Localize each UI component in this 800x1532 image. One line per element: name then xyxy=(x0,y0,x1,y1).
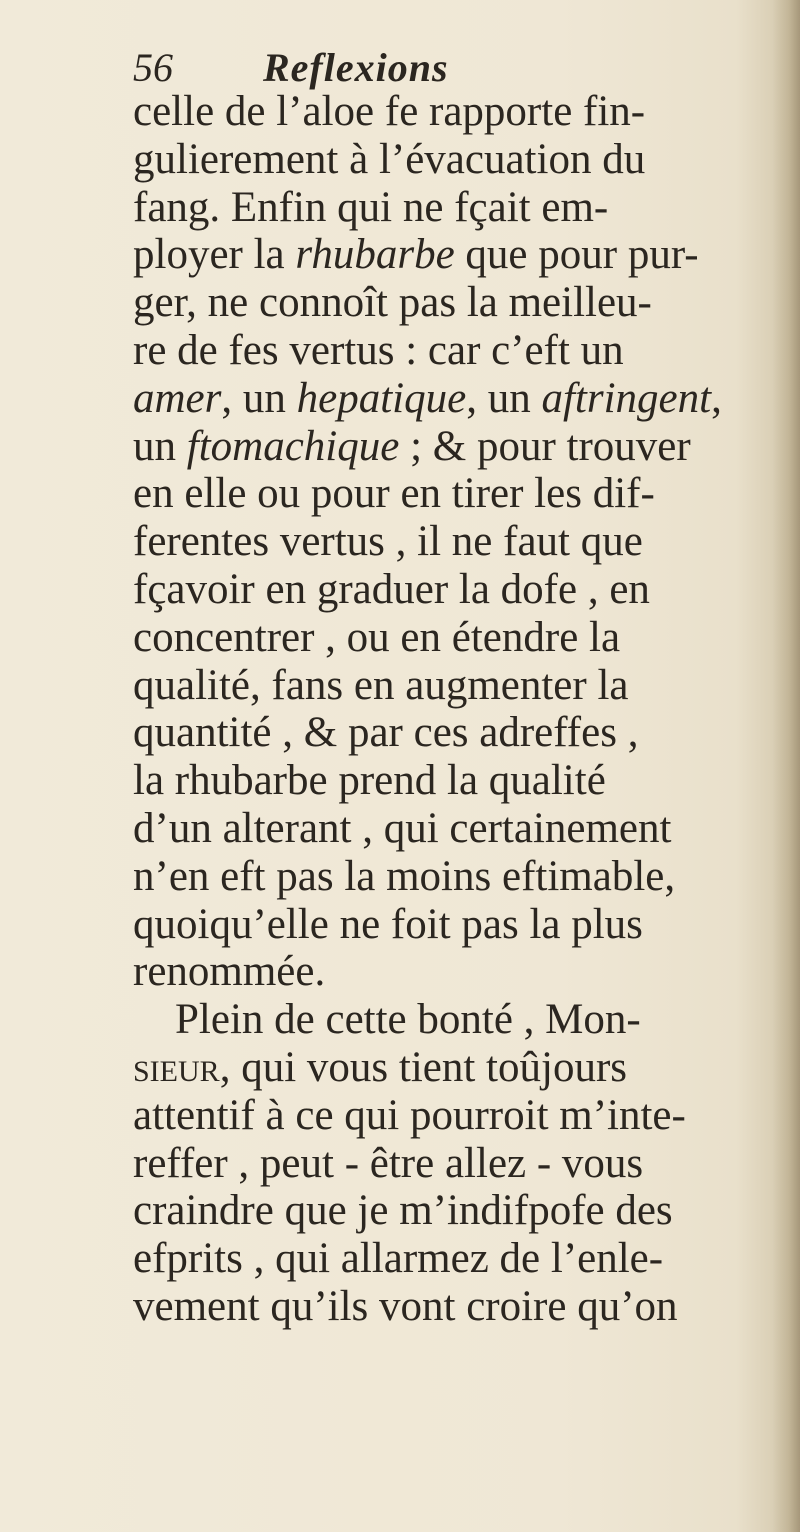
small-caps-text: sieur xyxy=(133,1043,220,1091)
text-line xyxy=(133,327,773,375)
text-line xyxy=(133,1283,773,1331)
text-segment: qualité, fans en augmenter la xyxy=(133,661,629,709)
italic-term: hepatique xyxy=(296,374,467,422)
text-segment: gulierement à l’évacuation du xyxy=(133,135,646,183)
text-segment: la rhubarbe prend la qualité xyxy=(133,757,606,805)
text-segment: en elle ou pour en tirer les dif- xyxy=(133,470,655,518)
text-line xyxy=(133,1187,773,1235)
text-line xyxy=(133,709,773,757)
text-segment: renommée. xyxy=(133,948,326,996)
text-segment: , xyxy=(711,374,722,422)
text-segment: ; & pour trouver xyxy=(399,422,691,470)
text-segment: quoiqu’elle ne foit pas la plus xyxy=(133,900,643,948)
page-number: 56 xyxy=(133,45,173,90)
text-line xyxy=(133,88,773,136)
page-edge-shadow xyxy=(772,0,800,1532)
italic-term: amer xyxy=(133,374,222,422)
text-segment: quantité , & par ces adreffes , xyxy=(133,709,639,757)
text-segment: d’un alterant , qui certainement xyxy=(133,804,672,852)
text-line xyxy=(133,1235,773,1283)
text-segment: efprits , qui allarmez de l’enle- xyxy=(133,1235,664,1283)
text-line xyxy=(133,470,773,518)
text-segment: celle de l’aloe fe rapporte fin- xyxy=(133,88,646,135)
text-segment: ployer la xyxy=(133,231,296,279)
text-line xyxy=(133,853,773,901)
italic-term: ftomachique xyxy=(186,422,400,470)
text-segment: , un xyxy=(466,374,542,422)
text-segment: n’en eft pas la moins eftimable, xyxy=(133,852,676,900)
text-segment: craindre que je m’indifpofe des xyxy=(133,1187,673,1235)
text-line xyxy=(133,423,773,471)
text-line xyxy=(133,279,773,327)
text-line xyxy=(133,1044,773,1092)
text-line xyxy=(133,184,773,232)
text-line xyxy=(133,1140,773,1188)
text-segment: attentif à ce qui pourroit m’inte- xyxy=(133,1091,686,1139)
text-segment: ger, ne connoît pas la meilleu- xyxy=(133,279,652,327)
text-segment: vement qu’ils vont croire qu’on xyxy=(133,1282,678,1330)
text-line xyxy=(133,566,773,614)
italic-term: aftringent xyxy=(541,374,712,422)
text-line xyxy=(133,614,773,662)
text-segment: , qui vous tient toûjours xyxy=(219,1043,627,1091)
text-line xyxy=(133,231,773,279)
text-segment: un xyxy=(133,422,187,470)
text-line xyxy=(133,662,773,710)
text-segment: ferentes vertus , il ne faut que xyxy=(133,518,643,566)
text-segment: que pour pur- xyxy=(454,231,699,279)
text-line xyxy=(133,375,773,423)
text-segment: reffer , peut - être allez - vous xyxy=(133,1139,644,1187)
text-segment: concentrer , ou en étendre la xyxy=(133,613,621,661)
text-line xyxy=(133,136,773,184)
text-segment: fçavoir en graduer la dofe , en xyxy=(133,565,650,613)
text-line xyxy=(133,757,773,805)
text-segment: , un xyxy=(221,374,297,422)
body-text xyxy=(133,88,773,1331)
text-line xyxy=(133,518,773,566)
text-segment: fang. Enfin qui ne fçait em- xyxy=(133,183,609,231)
text-line xyxy=(133,948,773,996)
running-title: Reflexions xyxy=(263,45,449,90)
text-line xyxy=(133,1092,773,1140)
text-line xyxy=(133,901,773,949)
text-segment: re de fes vertus : car c’eft un xyxy=(133,326,624,374)
italic-term: rhubarbe xyxy=(295,231,455,279)
text-line xyxy=(133,805,773,853)
text-line xyxy=(133,996,773,1044)
text-segment: Plein de cette bonté , Mon- xyxy=(175,996,641,1044)
